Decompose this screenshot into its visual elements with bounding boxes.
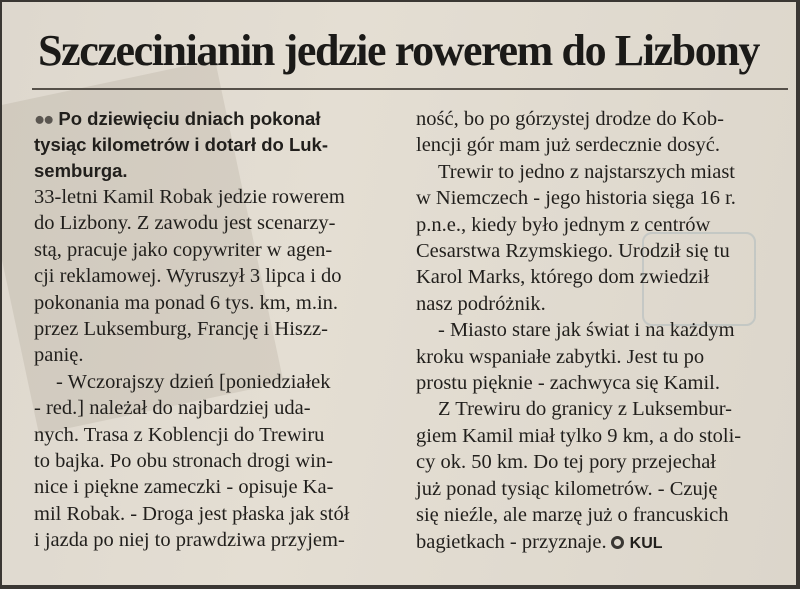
body-line: się nieźle, ale marzę już o francuskich [416,504,729,527]
body-line: lencji gór mam już serdecznie dosyć. [416,134,720,157]
body-line: Cesarstwa Rzymskiego. Urodził się tu [416,240,730,263]
body-line: nice i piękne zameczki - opisuje Ka- [34,476,334,499]
author-signature: KUL [629,534,663,552]
body-line: już ponad tysiąc kilometrów. - Czuję [416,477,718,500]
article-lead [34,106,412,184]
article-title: Szczecinianin jedzie rowerem do Lizbony [38,26,760,75]
body-line: Karol Marks, którego dom zwiedził [416,266,710,289]
title-rule [32,88,788,90]
body-line: - Wczorajszy dzień [poniedziałek [56,370,331,393]
body-line: - red.] należał do najbardziej uda- [34,397,311,420]
body-line: cy ok. 50 km. Do tej pory przejechał [416,451,717,474]
right-column [416,106,792,557]
body-line: giem Kamil miał tylko 9 km, a do stoli- [416,424,742,447]
newspaper-clipping [2,2,796,585]
body-line: panię. [34,344,84,367]
body-line: - Miasto stare jak świat i na każdym [438,319,735,342]
left-column [34,106,412,554]
body-line: ność, bo po górzystej drodze do Kob- [416,108,725,130]
body-line: nych. Trasa z Koblencji do Trewiru [34,423,325,446]
body-line: do Lizbony. Z zawodu jest scenarzy- [34,212,336,235]
body-line: p.n.e., kiedy było jednym z centrów [416,213,711,236]
body-line: kroku wspaniałe zabytki. Jest tu po [416,345,705,368]
body-line: stą, pracuje jako copywriter w agen- [34,238,333,261]
body-line: nasz podróżnik. [416,292,546,315]
lead-line: semburga. [34,160,128,181]
lead-line: Po dziewięciu dniach pokonał [58,108,321,129]
body-line: przez Luksemburg, Francję i Hiszz- [34,318,328,341]
body-line: Trewir to jedno z najstarszych miast [438,160,735,183]
body-line: prostu pięknie - zachwyca się Kamil. [416,372,720,395]
signature-circle-icon [611,536,624,549]
body-line: cji reklamowej. Wyruszył 3 lipca i do [34,265,342,288]
body-line: w Niemczech - jego historia sięga 16 r. [416,187,736,210]
body-line: pokonania ma ponad 6 tys. km, m.in. [34,291,339,314]
body-line: Z Trewiru do granicy z Luksembur- [438,398,732,421]
body-line: mil Robak. - Droga jest płaska jak stół [34,502,350,525]
lead-line: tysiąc kilometrów i dotarł do Luk- [34,134,328,155]
body-line: i jazda po niej to prawdziwa przyjem- [34,529,345,552]
body-line: to bajka. Po obu stronach drogi win- [34,450,333,473]
lead-bullets-icon: ●● [34,108,53,129]
body-line: 33-letni Kamil Robak jedzie rowerem [34,186,345,208]
body-line: bagietkach - przyznaje. [416,530,607,553]
